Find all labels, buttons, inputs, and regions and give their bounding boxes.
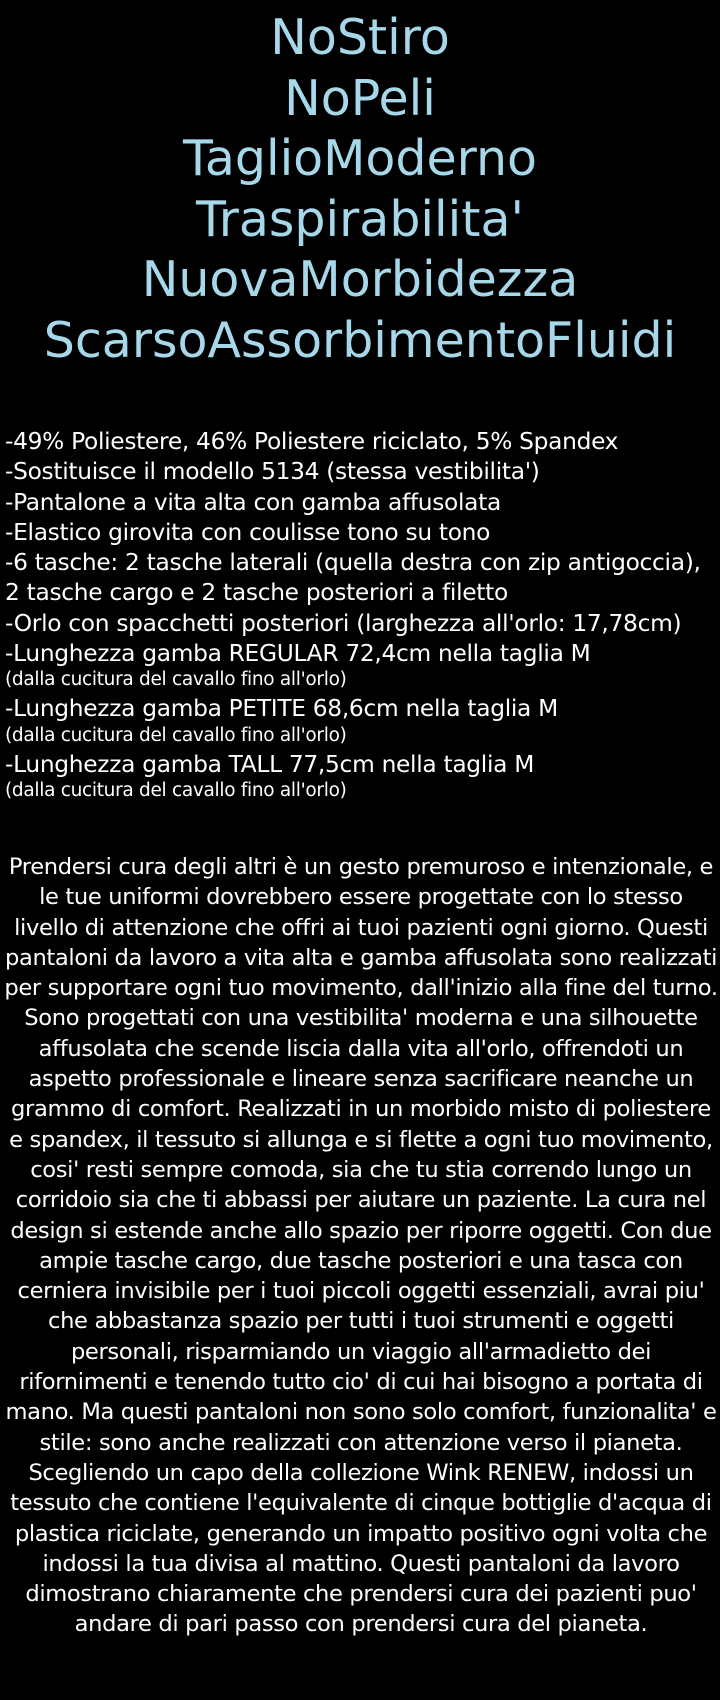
spec-inseam-tall: -Lunghezza gamba TALL 77,5cm nella taglia M [5, 750, 535, 778]
spec-replaces-model: -Sostituisce il modello 5134 (stessa vestibilita') [5, 458, 540, 486]
spec-composition: -49% Poliestere, 46% Poliestere riciclato, 5% Spandex [5, 428, 619, 455]
spec-style: -Pantalone a vita alta con gamba affusolata [5, 488, 501, 516]
product-description: Prendersi cura degli altri è un gesto premuroso e intenzionale, e le tue uniformi dovrebbero essere progettate con lo stesso livello di attenzione che offri ai tuoi pazienti ogni giorno. Questi pantaloni da lavoro a vita alta e gamba affusolata sono realizzati per supportare ogni tuo movimento, dall'inizio alla fine del turno. Sono progettati con una vestibilita' moderna e una silhouette affusolata che scende liscia dalla vita all'orlo, offrendoti un aspetto professionale e lineare senza sacrificare neanche un grammo di comfort. Realizzati in un morbido misto di poliestere e spandex, il tessuto si allunga e si flette a ogni tuo movimento, cosi' resti sempre comoda, sia che tu stia correndo lungo un corridoio sia che ti abbassi per aiutare un paziente. La cura nel design si estende anche allo spazio per riporre oggetti. Con due ampie tasche cargo, due tasche posteriori e una tasca con cerniera invisibile per i tuoi piccoli oggetti essenziali, avrai piu' che abbastanza spazio per tutti i tuoi strumenti e oggetti personali, risparmiando un viaggio all'armadietto dei rifornimenti e tenendo tutto cio' di cui hai bisogno a portata di mano. Ma questi pantaloni non sono solo comfort, funzionalita' e stile: sono anche realizzati con attenzione verso il pianeta. Scegliendo un capo della collezione Wink RENEW, indossi un tessuto che contiene l'equivalente di cinque bottiglie d'acqua di plastica riciclate, generando un impatto positivo ogni volta che indossi la tua divisa al mattino. Questi pantaloni da lavoro dimostrano chiaramente che prendersi cura dei pazienti puo' andare di pari passo con prendersi cura del pianeta. [4, 854, 718, 1638]
spec-inseam-regular-note: (dalla cucitura del cavallo fino all'orlo) [5, 669, 347, 691]
spec-waistband: -Elastico girovita con coulisse tono su tono [5, 518, 491, 546]
spec-hem: -Orlo con spacchetti posteriori (larghezza all'orlo: 17,78cm) [5, 609, 682, 637]
headline-new-softness: NuovaMorbidezza [141, 251, 579, 308]
headline-low-fluid-absorption: ScarsoAssorbimentoFluidi [43, 311, 677, 369]
spec-inseam-regular: -Lunghezza gamba REGULAR 72,4cm nella taglia M [5, 640, 591, 668]
spec-inseam-petite-note: (dalla cucitura del cavallo fino all'orlo) [5, 724, 347, 746]
feature-headline [0, 8, 720, 371]
headline-no-lint: NoPeli [284, 69, 436, 127]
spec-inseam-petite: -Lunghezza gamba PETITE 68,6cm nella taglia M [5, 695, 558, 723]
spec-inseam-tall-note: (dalla cucitura del cavallo fino all'orlo) [5, 779, 347, 801]
headline-modern-cut: TaglioModerno [183, 130, 537, 187]
headline-breathability: Traspirabilita' [196, 190, 524, 248]
spec-pockets: -6 tasche: 2 tasche laterali (quella destra con zip antigoccia), 2 tasche cargo e 2 tasche posteriori a filetto [5, 549, 701, 607]
headline-no-ironing: NoStiro [270, 9, 450, 66]
product-spec-list [5, 427, 717, 802]
